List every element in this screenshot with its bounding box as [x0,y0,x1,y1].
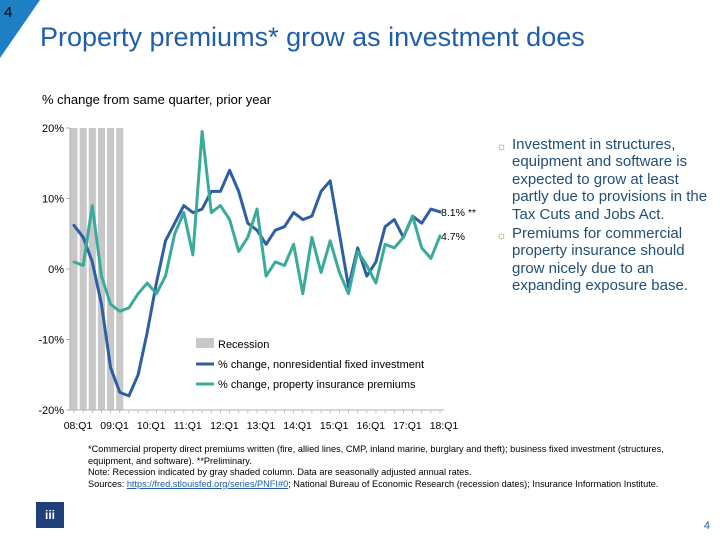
recession-bar [70,128,77,410]
legend-label: % change, nonresidential fixed investment [218,359,425,371]
chart-labels [441,207,476,243]
line-chart [0,110,490,440]
recession-bar [80,128,87,410]
recession-bar [116,128,123,410]
slide-title: Property premiums* grow as investment does [40,22,585,52]
x-tick-label: 13:Q1 [246,420,276,432]
y-tick-label: 20% [41,123,64,135]
end-label-premiums: 4.7% [441,230,465,243]
y-tick-label: -10% [38,334,64,347]
x-tick-label: 14:Q1 [283,420,312,432]
x-tick-label: 18:Q1 [429,420,459,432]
bullet-text: Premiums for commercial property insurance should grow nicely due to an expanding exposure base. [512,225,688,295]
y-tick-label: 10% [41,193,64,206]
series-line-premiums [74,132,440,312]
footnotes [88,444,698,490]
x-tick-label: 17:Q1 [393,420,422,432]
sources-prefix: Sources: [88,478,127,489]
x-tick-label: 16:Q1 [356,420,386,432]
y-tick-label: 0% [48,264,64,276]
x-tick-label: 08:Q1 [63,420,93,432]
sources-suffix: ; National Bureau of Economic Research (recession dates); Insurance Information Institute. [288,478,659,489]
slide-corner-number: 4 [4,4,13,21]
chart-series [74,132,440,396]
x-tick-label: 09:Q1 [100,420,129,432]
legend-swatch-recession [196,338,214,348]
sources-link[interactable]: https://fred.stlouisfed.org/series/PNFI#0 [126,478,289,489]
recession-shading [70,128,123,410]
bullet-item [496,225,711,295]
sun-bullet-icon: ☼ [496,139,507,153]
footnote-note: Note: Recession indicated by gray shaded column. Data are seasonally adjusted annual rates. [88,467,472,477]
x-tick-label: 15:Q1 [319,420,349,432]
bullet-item [496,136,711,223]
legend-label: % change, property insurance premiums [218,379,416,391]
sun-bullet-icon: ☼ [496,228,507,243]
x-tick-label: 10:Q1 [136,420,166,432]
bullet-text: Investment in structures, equipment and software is expected to grow at least partly due to provisions in the Tax Cuts and Jobs Act. [512,136,708,223]
chart-legend [196,338,424,391]
x-tick-label: 12:Q1 [210,420,239,432]
x-tick-label: 11:Q1 [173,420,202,432]
bullet-list [496,136,711,297]
footnote-definitions: *Commercial property direct premiums written (fire, allied lines, CMP, inland marine, burglary and theft); business fixed investment (structures, equipment, and software). **Preliminary. [88,444,664,466]
chart-subtitle: % change from same quarter, prior year [42,92,272,107]
page-number: 4 [703,520,710,532]
footnote-sources [88,479,698,491]
legend-label: Recession [218,339,270,351]
iii-logo: iii [36,502,64,528]
y-tick-label: -20% [38,405,64,417]
end-label-investment: 8.1% ** [441,206,477,219]
